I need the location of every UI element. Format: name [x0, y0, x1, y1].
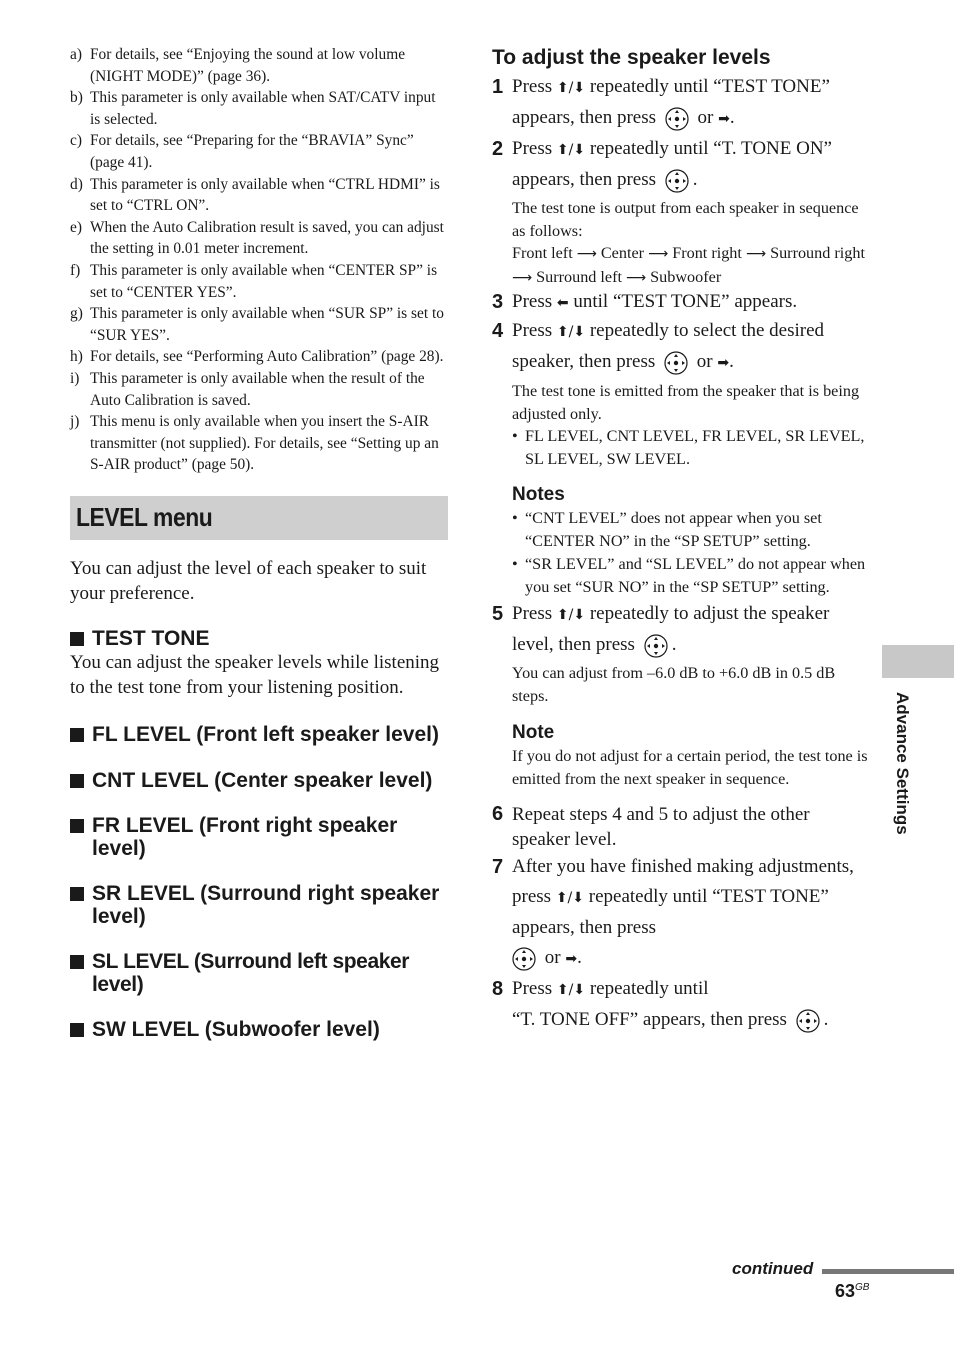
step-1: 1 Press ⬆/⬇ repeatedly until “TEST TONE” appears, then press or ➡. — [492, 72, 872, 134]
up-down-arrows-icon: ⬆/⬇ — [556, 982, 586, 998]
footnote-letter: j) — [70, 413, 80, 431]
step-6: 6 Repeat steps 4 and 5 to adjust the other speaker level. — [492, 803, 810, 850]
level-item-heading: SW LEVEL (Subwoofer level) — [70, 1019, 448, 1042]
left-arrow-icon: ⬅ — [556, 295, 569, 311]
square-bullet-icon — [70, 1023, 80, 1037]
footnote — [70, 303, 448, 346]
footnote-letter: f) — [70, 261, 81, 279]
up-down-arrows-icon: ⬆/⬇ — [556, 607, 586, 623]
notes-heading: Notes — [512, 484, 565, 505]
square-bullet-icon — [70, 728, 80, 742]
level-item-heading: FR LEVEL (Front right speaker level) — [70, 815, 448, 860]
step-8: 8 Press ⬆/⬇ repeatedly until “T. TONE OFF” appears, then press . — [492, 974, 872, 1035]
joystick-enter-icon — [512, 947, 536, 971]
right-arrow-icon: ➡ — [565, 951, 578, 967]
note-heading: Note — [512, 722, 555, 743]
section-side-label: Advance Settings — [893, 692, 912, 835]
level-item-heading: CNT LEVEL (Center speaker level) — [70, 770, 448, 793]
square-bullet-icon — [70, 887, 80, 901]
footnote-text: When the Auto Calibration result is saved, you can adjust the setting in 0.01 meter increment. — [90, 218, 444, 258]
continued-bar — [822, 1269, 954, 1274]
joystick-enter-icon — [665, 107, 689, 131]
step-number: 5 — [492, 603, 504, 625]
footnote-text: This menu is only available when you insert the S-AIR transmitter (not supplied). For details, see “Setting up an S-AIR product” (page 50). — [90, 413, 439, 474]
step-5-note: You can adjust from –6.0 dB to +6.0 dB in 0.5 dB steps. — [512, 664, 836, 705]
arrow-icon: ⟶ — [512, 269, 533, 286]
square-bullet-icon — [70, 819, 80, 833]
footnote — [70, 346, 448, 368]
test-tone-text: You can adjust the speaker levels while listening to the test tone from your listening position. — [70, 652, 440, 699]
step-4-note: The test tone is emitted from the speaker that is being adjusted only. — [512, 382, 860, 423]
step-number: 8 — [492, 978, 504, 1000]
step-number: 4 — [492, 320, 504, 342]
step-number: 7 — [492, 856, 504, 878]
step-number: 6 — [492, 803, 504, 825]
footnote — [70, 174, 448, 217]
arrow-icon: ⟶ — [576, 246, 597, 262]
footnote-letter: a) — [70, 46, 82, 63]
level-item-heading: SR LEVEL (Surround right speaker level) — [70, 883, 448, 928]
footnote-text: This parameter is only available when SAT/CATV input is selected. — [90, 89, 436, 128]
step-3: 3 Press ⬅ until “TEST TONE” appears. — [492, 289, 872, 316]
footnote-text: This parameter is only available when the result of the Auto Calibration is saved. — [90, 369, 425, 409]
list-item: • “SR LEVEL” and “SL LEVEL” do not appear when you set “SUR NO” in the “SP SETUP” setting. — [512, 555, 866, 596]
step-2: 2 Press ⬆/⬇ repeatedly until “T. TONE ON” appears, then press . — [492, 134, 872, 195]
up-down-arrows-icon: ⬆/⬇ — [556, 80, 586, 96]
footnote-letter: d) — [70, 175, 83, 193]
footnote-letter: b) — [70, 89, 83, 107]
level-menu-banner — [70, 496, 448, 540]
footnote-text: This parameter is only available when “CTRL HDMI” is set to “CTRL ON”. — [90, 175, 440, 215]
footnote-letter: i) — [70, 369, 80, 387]
square-bullet-icon — [70, 632, 80, 646]
section-tab — [882, 645, 954, 678]
arrow-icon: ⟶ — [626, 269, 647, 286]
footnote — [70, 368, 448, 411]
footnote-text: For details, see “Preparing for the “BRAVIA” Sync” (page 41). — [90, 132, 414, 171]
footnote — [70, 411, 448, 476]
left-column — [70, 44, 448, 1042]
footnote — [70, 44, 448, 87]
continued-label: continued — [732, 1259, 814, 1278]
right-column — [492, 44, 872, 1035]
test-tone-heading: TEST TONE — [70, 628, 448, 651]
joystick-enter-icon — [664, 351, 688, 375]
up-down-arrows-icon: ⬆/⬇ — [556, 324, 586, 340]
step-2-note: The test tone is output from each speaker in sequence as follows: — [512, 199, 859, 240]
footnote-letter: g) — [70, 305, 83, 323]
adjust-title: To adjust the speaker levels — [492, 46, 771, 69]
footnote — [70, 130, 448, 173]
speaker-sequence: Front left ⟶ Center ⟶ Front right ⟶ Surround right ⟶ Surround left ⟶ Subwoofer — [512, 244, 865, 286]
page-number: $63^{GB}$ — [835, 1281, 870, 1301]
footnote-letter: c) — [70, 132, 82, 150]
joystick-enter-icon — [644, 634, 668, 658]
list-item: • FL LEVEL, CNT LEVEL, FR LEVEL, SR LEVEL, SL LEVEL, SW LEVEL. — [512, 427, 865, 468]
level-item-heading: SL LEVEL (Surround left speaker level) — [70, 951, 448, 996]
step-7: 7 After you have finished making adjustments, press ⬆/⬇ repeatedly until “TEST TONE” appears, then press or ➡. — [492, 852, 872, 974]
right-arrow-icon: ➡ — [718, 111, 730, 127]
footnote-letter: h) — [70, 348, 83, 366]
footnote — [70, 217, 448, 260]
level-item-heading: FL LEVEL (Front left speaker level) — [70, 724, 448, 747]
footnotes — [70, 44, 448, 476]
level-menu-intro: You can adjust the level of each speaker to suit your preference. — [70, 557, 427, 604]
step-5: 5 Press ⬆/⬇ repeatedly to adjust the speaker level, then press . — [492, 599, 872, 660]
step-number: 1 — [492, 76, 504, 98]
joystick-enter-icon — [665, 169, 689, 193]
list-item: • “CNT LEVEL” does not appear when you set “CENTER NO” in the “SP SETUP” setting. — [512, 509, 822, 550]
square-bullet-icon — [70, 955, 80, 969]
up-down-arrows-icon: ⬆/⬇ — [556, 142, 586, 158]
footnote — [70, 87, 448, 130]
right-arrow-icon: ➡ — [717, 355, 730, 371]
footnote-text: This parameter is only available when “SUR SP” is set to “SUR YES”. — [90, 305, 444, 344]
level-menu-title: LEVEL menu — [76, 502, 213, 533]
footnote-text: This parameter is only available when “CENTER SP” is set to “CENTER YES”. — [90, 261, 438, 301]
arrow-icon: ⟶ — [745, 246, 767, 262]
note-text: If you do not adjust for a certain period, the test tone is emitted from the next speaker in sequence. — [512, 747, 868, 788]
footnote-letter: e) — [70, 218, 82, 236]
footnote-text: For details, see “Enjoying the sound at low volume (NIGHT MODE)” (page 36). — [90, 46, 406, 85]
page-suffix: GB — [855, 1282, 870, 1293]
step-number: 2 — [492, 138, 504, 160]
step-number: 3 — [492, 291, 504, 313]
footnote — [70, 260, 448, 303]
arrow-icon: ⟶ — [648, 246, 669, 262]
up-down-arrows-icon: ⬆/⬇ — [555, 890, 584, 906]
footnote-text: For details, see “Performing Auto Calibration” (page 28). — [90, 348, 444, 366]
joystick-enter-icon — [796, 1009, 820, 1033]
square-bullet-icon — [70, 774, 80, 788]
step-4: 4 Press ⬆/⬇ repeatedly to select the desired speaker, then press or ➡. — [492, 316, 872, 378]
